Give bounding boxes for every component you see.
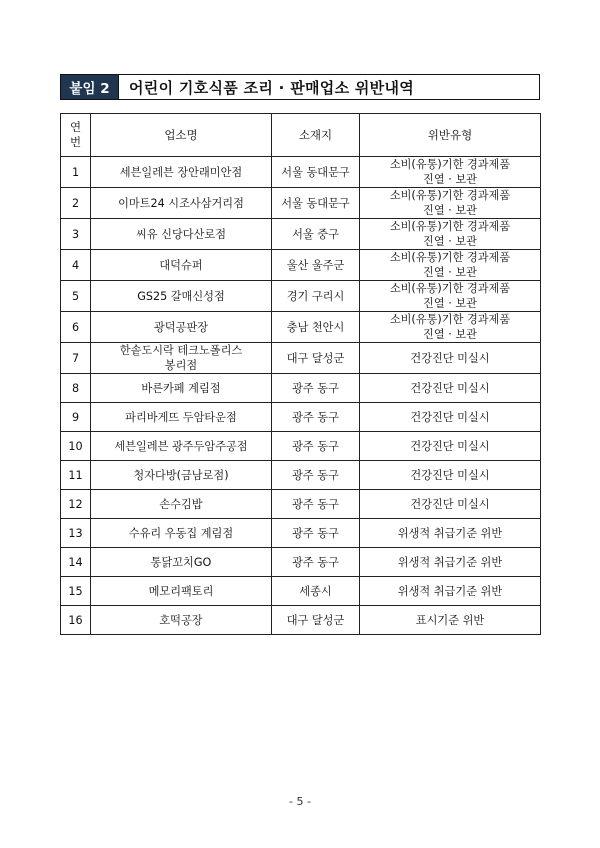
table-row	[61, 188, 541, 219]
row-location: 서울 동대문구	[272, 157, 360, 188]
row-location: 광주 동구	[272, 374, 360, 403]
table-row	[61, 281, 541, 312]
row-name: 광덕공판장	[91, 312, 272, 343]
row-location: 광주 동구	[272, 548, 360, 577]
row-violation: 건강진단 미실시	[360, 374, 541, 403]
row-name: GS25 갈매신성점	[91, 281, 272, 312]
page-number: - 5 -	[289, 795, 311, 808]
table-row	[61, 374, 541, 403]
row-location: 광주 동구	[272, 461, 360, 490]
table-header-row	[61, 114, 541, 157]
header-violation: 위반유형	[360, 114, 541, 157]
row-name: 손수김밥	[91, 490, 272, 519]
row-violation: 건강진단 미실시	[360, 432, 541, 461]
table-row	[61, 157, 541, 188]
row-no: 10	[61, 432, 91, 461]
header-no	[61, 114, 91, 157]
row-location: 서울 중구	[272, 219, 360, 250]
row-no: 9	[61, 403, 91, 432]
row-violation: 위생적 취급기준 위반	[360, 548, 541, 577]
row-name: 바른카페 계림점	[91, 374, 272, 403]
row-no: 14	[61, 548, 91, 577]
row-location: 대구 달성군	[272, 343, 360, 374]
page-title: 어린이 기호식품 조리 · 판매업소 위반내역	[129, 78, 415, 97]
row-name: 청자다방(금남로점)	[91, 461, 272, 490]
row-name: 파리바게뜨 두암타운점	[91, 403, 272, 432]
row-no: 13	[61, 519, 91, 548]
row-no: 4	[61, 250, 91, 281]
row-name: 수유리 우동집 계림점	[91, 519, 272, 548]
row-no: 5	[61, 281, 91, 312]
violation-table	[60, 113, 541, 635]
row-violation: 소비(유통)기한 경과제품 진열 · 보관	[360, 312, 541, 343]
row-location: 대구 달성군	[272, 606, 360, 635]
row-no: 16	[61, 606, 91, 635]
row-violation: 소비(유통)기한 경과제품 진열 · 보관	[360, 157, 541, 188]
row-name: 메모리팩토리	[91, 577, 272, 606]
header-no-text: 연 번	[69, 120, 82, 149]
row-name: 대덕슈퍼	[91, 250, 272, 281]
row-violation: 위생적 취급기준 위반	[360, 519, 541, 548]
row-location: 울산 울주군	[272, 250, 360, 281]
table-row	[61, 519, 541, 548]
table-row	[61, 250, 541, 281]
table-row	[61, 343, 541, 374]
row-location: 광주 동구	[272, 403, 360, 432]
row-no: 2	[61, 188, 91, 219]
row-name: 세븐일레븐 광주두암주공점	[91, 432, 272, 461]
row-violation: 건강진단 미실시	[360, 343, 541, 374]
table-row	[61, 490, 541, 519]
row-no: 8	[61, 374, 91, 403]
header-location: 소재지	[272, 114, 360, 157]
row-no: 3	[61, 219, 91, 250]
row-violation: 건강진단 미실시	[360, 490, 541, 519]
row-location: 광주 동구	[272, 432, 360, 461]
attachment-badge: 붙임 2	[61, 75, 119, 99]
table-row	[61, 403, 541, 432]
row-location: 경기 구리시	[272, 281, 360, 312]
row-location: 광주 동구	[272, 490, 360, 519]
row-location: 충남 천안시	[272, 312, 360, 343]
row-violation: 건강진단 미실시	[360, 403, 541, 432]
table-row	[61, 461, 541, 490]
row-name: 한솥도시락 테크노폴리스 봉리점	[91, 343, 272, 374]
row-location: 광주 동구	[272, 519, 360, 548]
row-no: 12	[61, 490, 91, 519]
table-row	[61, 577, 541, 606]
row-violation: 소비(유통)기한 경과제품 진열 · 보관	[360, 188, 541, 219]
row-name: 호떡공장	[91, 606, 272, 635]
table-row	[61, 312, 541, 343]
header-name: 업소명	[91, 114, 272, 157]
row-no: 7	[61, 343, 91, 374]
row-no: 11	[61, 461, 91, 490]
title-box	[60, 74, 540, 100]
row-violation: 소비(유통)기한 경과제품 진열 · 보관	[360, 250, 541, 281]
row-name: 씨유 신당다산로점	[91, 219, 272, 250]
row-name: 통닭꼬치GO	[91, 548, 272, 577]
row-location: 세종시	[272, 577, 360, 606]
row-location: 서울 동대문구	[272, 188, 360, 219]
row-violation: 소비(유통)기한 경과제품 진열 · 보관	[360, 219, 541, 250]
row-violation: 표시기준 위반	[360, 606, 541, 635]
row-no: 1	[61, 157, 91, 188]
row-no: 6	[61, 312, 91, 343]
table-row	[61, 219, 541, 250]
row-no: 15	[61, 577, 91, 606]
table-row	[61, 606, 541, 635]
row-violation: 건강진단 미실시	[360, 461, 541, 490]
row-violation: 위생적 취급기준 위반	[360, 577, 541, 606]
table-row	[61, 548, 541, 577]
table-row	[61, 432, 541, 461]
row-name: 세븐일레븐 장안래미안점	[91, 157, 272, 188]
row-violation: 소비(유통)기한 경과제품 진열 · 보관	[360, 281, 541, 312]
row-name: 이마트24 시조사삼거리점	[91, 188, 272, 219]
